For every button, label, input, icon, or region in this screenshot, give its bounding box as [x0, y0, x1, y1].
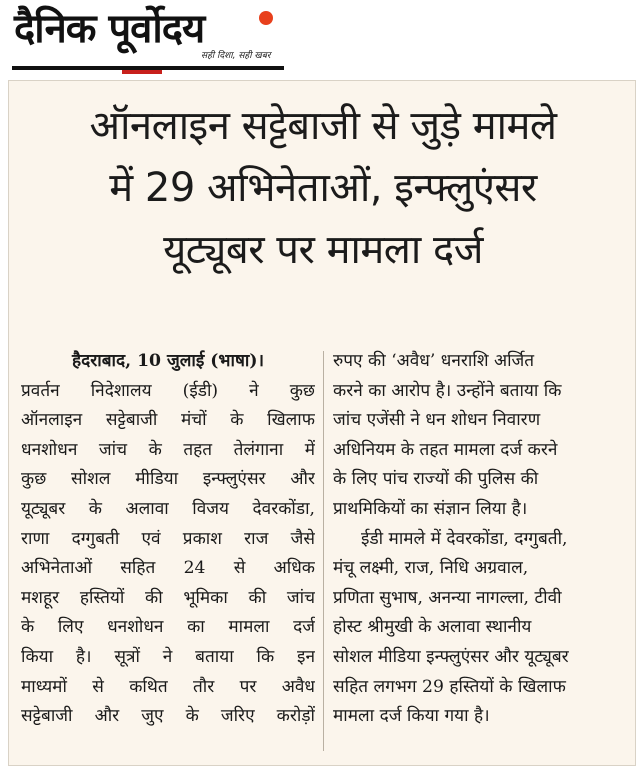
body-line: माध्यमों से कथित तौर पर अवैध [21, 676, 315, 697]
body-line: के लिए धनशोधन का मामला दर्ज [21, 617, 315, 638]
body-line: प्रणिता सुभाष, अनन्या नागल्ला, टीवी [333, 587, 562, 608]
body-line: मशहूर हस्तियों की भूमिका की जांच [21, 587, 315, 608]
dateline: हैदराबाद, 10 जुलाई (भाषा)। [72, 351, 264, 371]
body-line: जांच एजेंसी ने धन शोधन निवारण [333, 410, 541, 431]
body-line: किया है। सूत्रों ने बताया कि इन [21, 646, 315, 667]
headline-line: ऑनलाइन सट्टेबाजी से जुड़े मामले [89, 103, 557, 149]
body-line: सोशल मीडिया इन्फ्लुएंसर और यूट्यूबर [333, 646, 569, 667]
body-line: अधिनियम के तहत मामला दर्ज करने [333, 439, 558, 460]
body-line: रुपए की ‘अवैध’ धनराशि अर्जित [333, 351, 535, 371]
logo-dot-icon [259, 11, 273, 25]
article-body [21, 347, 625, 763]
right-column [333, 347, 627, 732]
body-line: होस्ट श्रीमुखी के अलावा स्थानीय [333, 617, 532, 638]
body-line: यूट्यूबर के अलावा विजय देवरकोंडा, [21, 498, 315, 519]
article-clipping [8, 80, 636, 766]
body-line: मामला दर्ज किया गया है। [333, 706, 490, 727]
masthead-accent-rule [122, 70, 162, 74]
body-line: सट्टेबाजी और जुए के जरिए करोड़ों [21, 706, 315, 727]
masthead [0, 0, 640, 78]
headline-line: यूट्यूबर पर मामला दर्ज [163, 227, 483, 273]
body-line: मंचू लक्ष्मी, राज, निधि अग्रवाल, [333, 558, 529, 579]
body-line: राणा दग्गुबती एवं प्रकाश राज जैसे [21, 528, 315, 549]
body-line: ऑनलाइन सट्टेबाजी मंचों के खिलाफ [21, 410, 315, 431]
body-line: करने का आरोप है। उन्होंने बताया कि [333, 380, 562, 401]
body-line: कुछ सोशल मीडिया इन्फ्लुएंसर और [21, 469, 315, 490]
body-line: ईडी मामले में देवरकोंडा, दग्गुबती, [361, 528, 568, 549]
body-line: के लिए पांच राज्यों की पुलिस की [333, 469, 539, 490]
body-line: प्राथमिकियों का संज्ञान लिया है। [333, 498, 528, 519]
newspaper-logo: दैनिक पूर्वोदय [14, 6, 205, 52]
headline [17, 95, 629, 281]
body-line: धनशोधन जांच के तहत तेलंगाना में [21, 439, 315, 460]
left-column [21, 347, 315, 732]
tagline: सही दिशा, सही खबर [201, 51, 271, 61]
body-line: प्रवर्तन निदेशालय (ईडी) ने कुछ [21, 380, 315, 401]
body-line: अभिनेताओं सहित 24 से अधिक [21, 558, 315, 579]
column-divider [323, 351, 324, 751]
headline-line: में 29 अभिनेताओं, इन्फ्लुएंसर [109, 165, 537, 211]
body-line: सहित लगभग 29 हस्तियों के खिलाफ [333, 676, 566, 697]
